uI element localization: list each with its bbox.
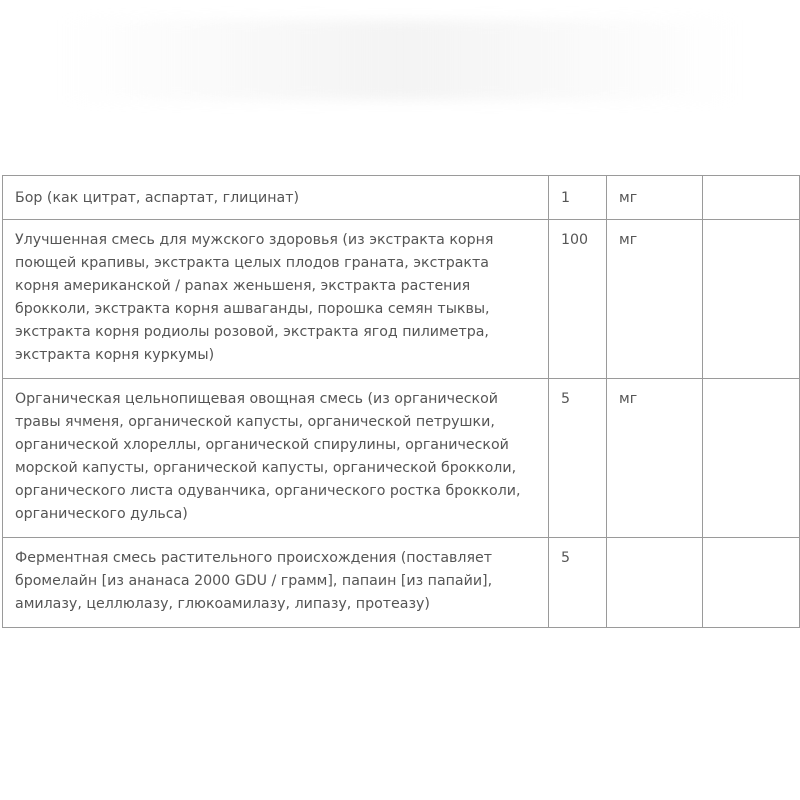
ingredient-unit: мг <box>607 176 703 220</box>
blurred-header-area <box>60 20 740 100</box>
table-row <box>3 538 800 628</box>
ingredient-name: Органическая цельнопищевая овощная смесь (из органической травы ячменя, органической капусты, органической петрушки, органической хлореллы, органической спирулины, органической морской капусты, органической капусты, органической брокколи, органического листа одуванчика, органического ростка брокколи, органического дульса) <box>3 379 549 538</box>
ingredient-unit <box>607 538 703 628</box>
table-row <box>3 379 800 538</box>
ingredient-name: Улучшенная смесь для мужского здоровья (из экстракта корня поющей крапивы, экстракта целых плодов граната, экстракта корня американской / panax женьшеня, экстракта растения брокколи, экстракта корня ашваганды, порошка семян тыквы, экстракта корня родиолы розовой, экстракта ягод пилиметра, экстракта корня куркумы) <box>3 220 549 379</box>
ingredient-amount: 1 <box>549 176 607 220</box>
ingredient-name: Ферментная смесь растительного происхождения (поставляет бромелайн [из ананаса 2000 GDU / грамм], папаин [из папайи], амилазу, целлюлазу, глюкоамилазу, липазу, протеазу) <box>3 538 549 628</box>
table-row <box>3 176 800 220</box>
ingredient-extra <box>703 176 800 220</box>
ingredient-name: Бор (как цитрат, аспартат, глицинат) <box>3 176 549 220</box>
ingredient-extra <box>703 538 800 628</box>
table-row <box>3 220 800 379</box>
ingredient-unit: мг <box>607 379 703 538</box>
ingredient-amount: 5 <box>549 538 607 628</box>
ingredients-table <box>2 175 800 628</box>
ingredient-amount: 5 <box>549 379 607 538</box>
ingredient-extra <box>703 220 800 379</box>
ingredient-amount: 100 <box>549 220 607 379</box>
ingredient-unit: мг <box>607 220 703 379</box>
ingredient-extra <box>703 379 800 538</box>
